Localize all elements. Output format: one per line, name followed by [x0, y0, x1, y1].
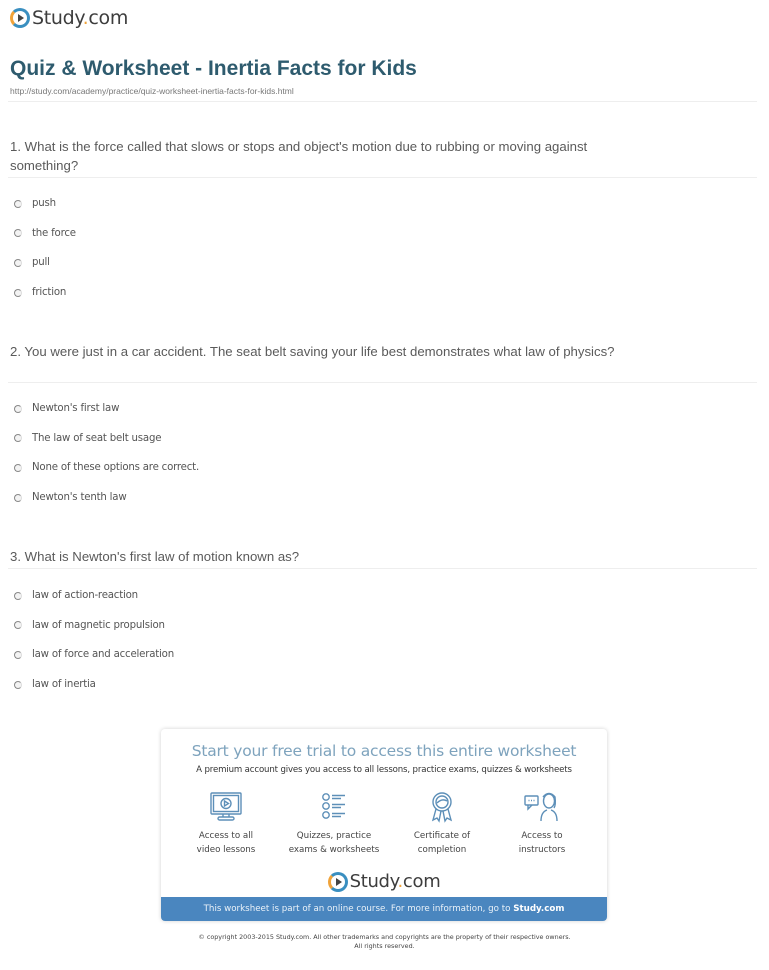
radio-button[interactable] [14, 229, 22, 237]
answer-option[interactable] [14, 189, 76, 219]
logo-text: Study.com [349, 871, 441, 892]
study-logo[interactable] [10, 5, 128, 31]
option-label: Newton's first law [32, 403, 120, 415]
feature-label: Access to [521, 831, 563, 841]
promo-info-bar[interactable] [161, 897, 607, 921]
option-label: Newton's tenth law [32, 492, 127, 504]
divider [8, 177, 757, 178]
play-logo-icon [10, 8, 30, 28]
answer-option[interactable] [14, 611, 174, 641]
option-label: the force [32, 227, 76, 239]
option-label: law of force and acceleration [32, 649, 174, 661]
divider [8, 101, 757, 102]
radio-button[interactable] [14, 651, 22, 659]
answer-option[interactable] [14, 483, 199, 513]
answer-option[interactable] [14, 640, 174, 670]
feature-label: exams & worksheets [288, 844, 380, 855]
option-label: law of action-reaction [32, 590, 138, 602]
answer-option[interactable] [14, 424, 199, 454]
feature-label: Quizzes, practice [296, 831, 372, 841]
copyright-line: © copyright 2003-2015 Study.com. All other trademarks and copyrights are the property of their respective owners. [198, 933, 571, 941]
study-com-link[interactable]: Study.com [513, 904, 565, 914]
radio-button[interactable] [14, 434, 22, 442]
question-3-options [14, 581, 174, 699]
option-label: push [32, 198, 56, 210]
radio-button[interactable] [14, 681, 22, 689]
certificate-icon [425, 791, 459, 823]
question-2-options [14, 394, 199, 512]
option-label: None of these options are correct. [32, 462, 199, 474]
page-url[interactable]: http://study.com/academy/practice/quiz-worksheet-inertia-facts-for-kids.html [10, 86, 294, 96]
answer-option[interactable] [14, 453, 199, 483]
promo-bar-text: This worksheet is part of an online course. For more information, go to [203, 904, 514, 914]
answer-option[interactable] [14, 670, 174, 700]
radio-button[interactable] [14, 289, 22, 297]
radio-button[interactable] [14, 405, 22, 413]
copyright-notice [0, 933, 769, 950]
option-label: law of magnetic propulsion [32, 619, 165, 631]
question-3-text: 3. What is Newton's first law of motion known as? [10, 549, 300, 564]
radio-button[interactable] [14, 621, 22, 629]
feature-label: Access to all [198, 831, 254, 841]
feature-certificate [387, 791, 497, 857]
promo-title: Start your free trial to access this entire worksheet [191, 742, 577, 760]
feature-video-lessons [171, 791, 281, 857]
play-logo-icon [328, 872, 348, 892]
feature-label: instructors [518, 844, 566, 855]
divider [8, 382, 757, 383]
feature-label: video lessons [196, 844, 256, 855]
divider [8, 568, 757, 569]
option-label: friction [32, 287, 67, 299]
feature-quizzes [279, 791, 389, 857]
radio-button[interactable] [14, 200, 22, 208]
video-lesson-icon [209, 791, 243, 823]
radio-button[interactable] [14, 494, 22, 502]
free-trial-promo[interactable] [161, 729, 607, 921]
instructor-icon [523, 791, 561, 823]
feature-label: completion [417, 844, 467, 855]
option-label: law of inertia [32, 679, 96, 691]
question-1-options [14, 189, 76, 307]
radio-button[interactable] [14, 259, 22, 267]
page-title: Quiz & Worksheet - Inertia Facts for Kids [10, 57, 417, 80]
radio-button[interactable] [14, 592, 22, 600]
answer-option[interactable] [14, 394, 199, 424]
feature-instructors [487, 791, 597, 857]
feature-label: Certificate of [413, 831, 471, 841]
answer-option[interactable] [14, 278, 76, 308]
logo-text: Study.com [32, 7, 129, 29]
promo-study-logo[interactable] [161, 871, 607, 892]
copyright-line: All rights reserved. [354, 941, 415, 950]
quiz-list-icon [317, 791, 351, 823]
answer-option[interactable] [14, 248, 76, 278]
answer-option[interactable] [14, 581, 174, 611]
question-1-text: 1. What is the force called that slows or stops and object's motion due to rubbing or moving against something? [10, 139, 588, 173]
answer-option[interactable] [14, 219, 76, 249]
option-label: The law of seat belt usage [32, 432, 162, 444]
promo-subtitle: A premium account gives you access to all lessons, practice exams, quizzes & worksheets [196, 765, 572, 775]
radio-button[interactable] [14, 464, 22, 472]
question-2-text: 2. You were just in a car accident. The seat belt saving your life best demonstrates what law of physics? [10, 344, 615, 359]
option-label: pull [32, 257, 50, 269]
